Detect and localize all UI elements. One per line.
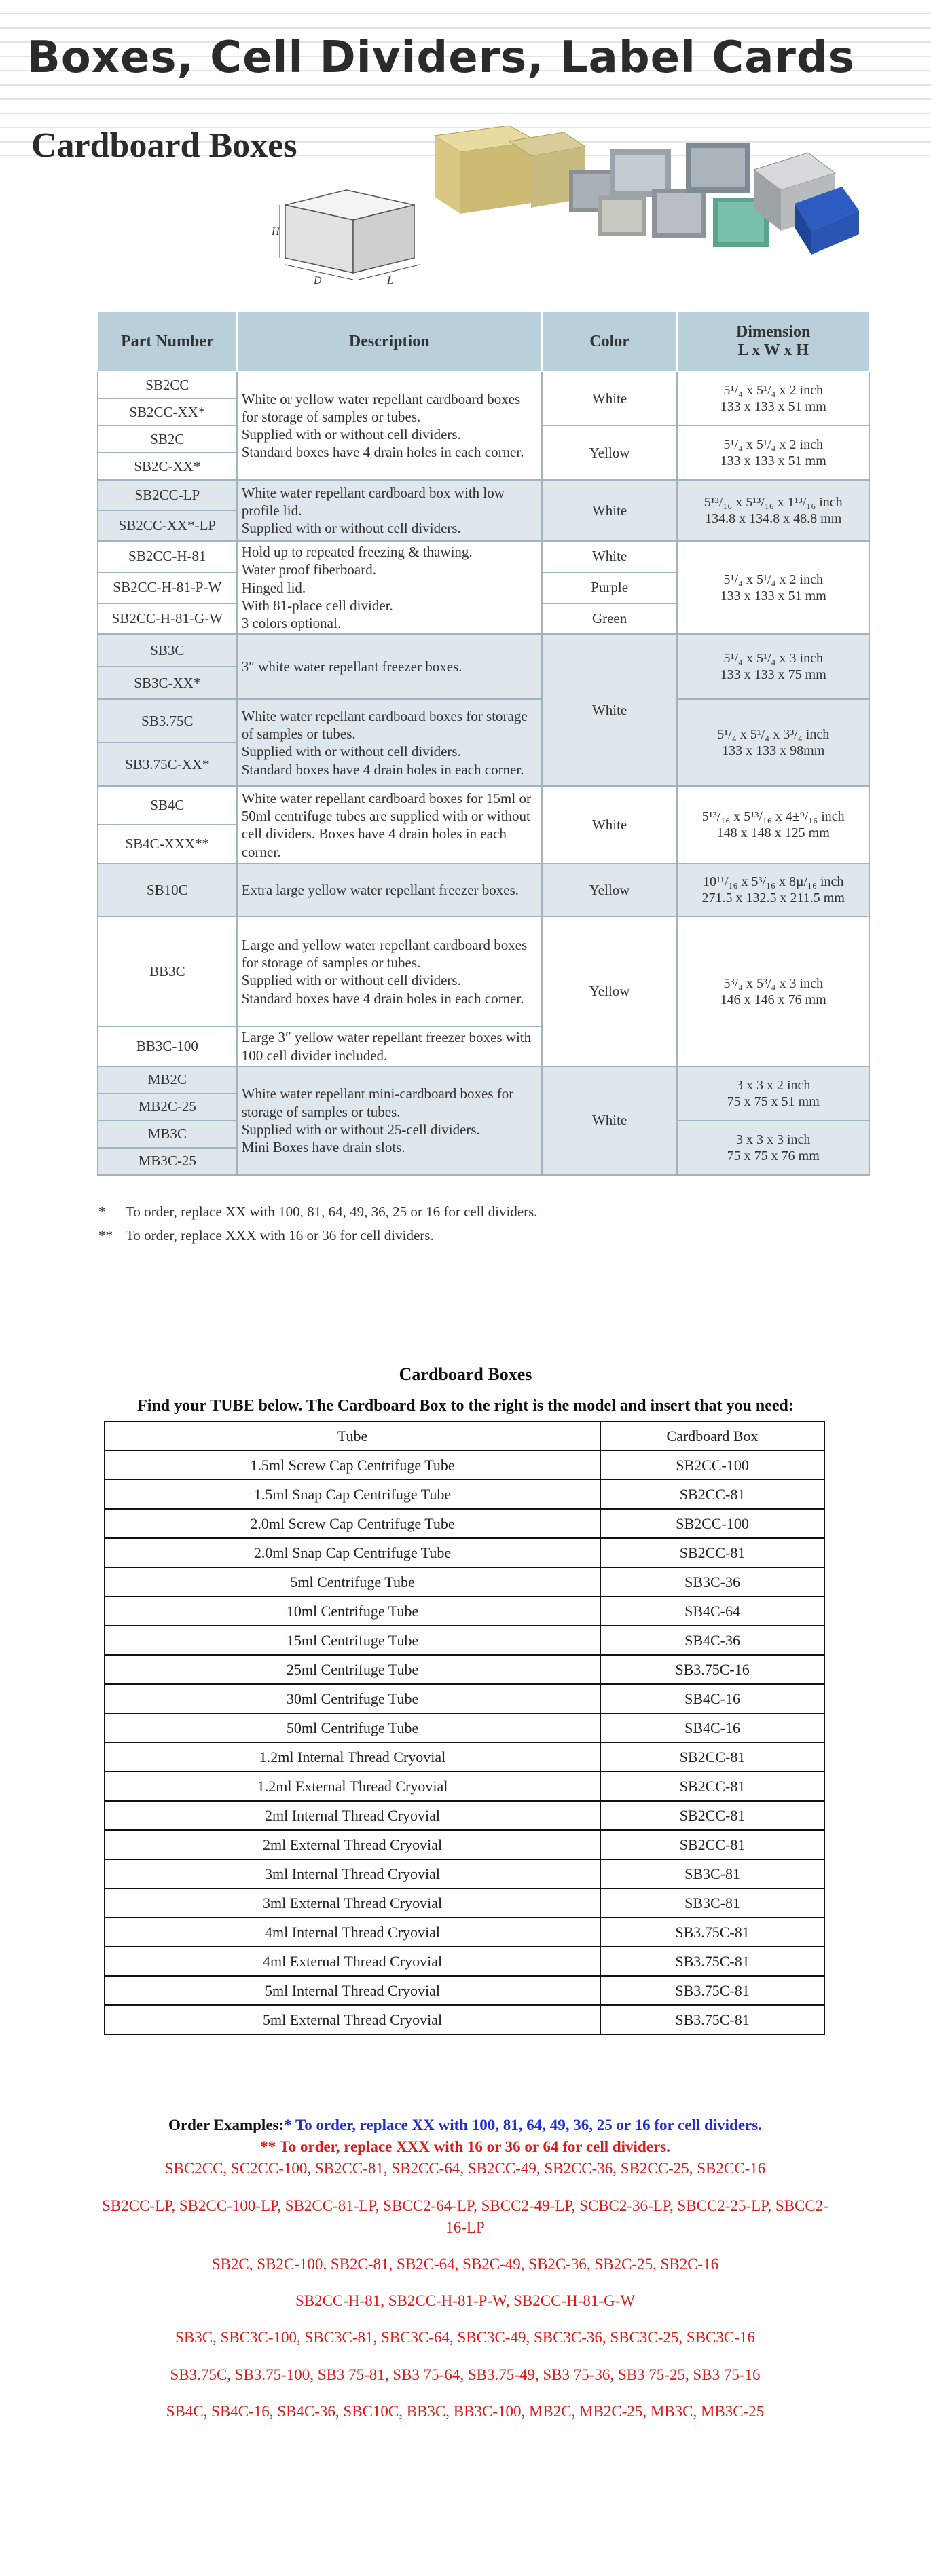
- guide-row: [105, 1626, 824, 1655]
- spec-row: [98, 916, 869, 1026]
- tube-guide-table: [104, 1421, 825, 2035]
- description: [237, 541, 542, 634]
- spec-table-container: [97, 311, 870, 1176]
- dimension: [677, 541, 869, 634]
- description-line: White or yellow water repellant cardboard boxes for storage of samples or tubes.: [241, 390, 521, 425]
- header-dimension-units: L x W x H: [737, 341, 809, 359]
- part-number: SB2CC-H-81-P-W: [98, 572, 237, 603]
- guide-row: [105, 1538, 824, 1567]
- guide-row: [105, 1888, 824, 1918]
- spec-header-row: [98, 312, 869, 371]
- guide-cell-tube: 25ml Centrifuge Tube: [105, 1655, 600, 1684]
- guide-row: [105, 1684, 824, 1713]
- dimension-mm: 148 x 148 x 125 mm: [716, 825, 830, 841]
- description: [237, 480, 542, 541]
- part-number: SB4C: [98, 786, 237, 825]
- dimension-inch: 5¹/₄ x 5¹/₄ x 2 inch: [723, 572, 823, 587]
- part-number: SB2CC-H-81-G-W: [98, 603, 237, 635]
- guide-row: [105, 2005, 824, 2034]
- spec-row: [98, 1066, 869, 1094]
- part-number: BB3C: [98, 916, 237, 1026]
- guide-cell-tube: 1.5ml Snap Cap Centrifuge Tube: [105, 1480, 600, 1509]
- header-description: Description: [237, 312, 542, 371]
- page-title: Boxes, Cell Dividers, Label Cards: [27, 33, 855, 83]
- guide-cell-tube: 1.2ml External Thread Cryovial: [105, 1772, 600, 1801]
- part-number: SB2CC-LP: [98, 480, 237, 510]
- footnote-text: To order, replace XXX with 16 or 36 for cell dividers.: [126, 1227, 434, 1244]
- part-number: MB3C-25: [98, 1148, 237, 1175]
- dimension-mm: 133 x 133 x 75 mm: [720, 667, 826, 683]
- description-line: Supplied with or without cell dividers.: [241, 426, 461, 443]
- guide-cell-tube: 10ml Centrifuge Tube: [105, 1597, 600, 1626]
- description-line: White water repellant mini-cardboard boxes for storage of samples or tubes.: [241, 1085, 514, 1120]
- description-line: Standard boxes have 4 drain holes in each corner.: [241, 990, 524, 1007]
- description: 3″ white water repellant freezer boxes.: [237, 634, 542, 699]
- header-color: Color: [542, 312, 678, 371]
- description: Large 3″ yellow water repellant freezer boxes with 100 cell divider included.: [237, 1026, 542, 1066]
- guide-cell-box: SB2CC-81: [600, 1538, 824, 1567]
- dimension: [677, 699, 869, 786]
- guide-cell-box: SB4C-16: [600, 1684, 824, 1713]
- color-cell: White: [542, 480, 678, 541]
- part-number: MB3C: [98, 1121, 237, 1148]
- description-line: 3 colors optional.: [241, 615, 342, 631]
- spec-row: [98, 699, 869, 743]
- order-examples-label: Order Examples:: [168, 2116, 285, 2133]
- dimension-mm: 133 x 133 x 51 mm: [720, 399, 826, 414]
- description-line: Water proof fiberboard.: [241, 561, 376, 578]
- order-examples-header: [102, 2114, 828, 2136]
- footnote-mark: *: [98, 1203, 106, 1220]
- guide-cell-box: SB4C-64: [600, 1597, 824, 1626]
- part-number: SB2CC: [98, 371, 237, 398]
- guide-cell-tube: 2.0ml Screw Cap Centrifuge Tube: [105, 1509, 600, 1538]
- color-cell: Yellow: [542, 916, 678, 1066]
- color-cell: Purple: [542, 572, 678, 603]
- guide-cell-box: SB3.75C-81: [600, 1947, 824, 1976]
- guide-cell-tube: 5ml Centrifuge Tube: [105, 1567, 600, 1597]
- dimension-mm: 146 x 146 x 76 mm: [720, 992, 826, 1007]
- color-cell: Yellow: [542, 426, 678, 480]
- spec-row: [98, 480, 869, 510]
- guide-title: Cardboard Boxes: [399, 1364, 532, 1384]
- dimension-inch: 3 x 3 x 2 inch: [735, 1077, 811, 1093]
- guide-cell-box: SB3C-36: [600, 1567, 824, 1597]
- guide-row: [105, 1597, 824, 1626]
- guide-cell-tube: 3ml External Thread Cryovial: [105, 1888, 600, 1918]
- example-group: SB4C, SB4C-16, SB4C-36, SBC10C, BB3C, BB3C-100, MB2C, MB2C-25, MB3C, MB3C-25: [166, 2402, 765, 2420]
- guide-cell-box: SB2CC-100: [600, 1509, 824, 1538]
- diagram-label-d: D: [314, 275, 322, 286]
- description-line: Mini Boxes have drain slots.: [241, 1139, 405, 1155]
- dimension-mm: 75 x 75 x 76 mm: [727, 1148, 820, 1163]
- guide-cell-box: SB2CC-81: [600, 1480, 824, 1509]
- footnote-mark: **: [98, 1227, 113, 1244]
- guide-cell-tube: 3ml Internal Thread Cryovial: [105, 1859, 600, 1888]
- guide-row: [105, 1655, 824, 1684]
- guide-header-box: Cardboard Box: [600, 1421, 824, 1451]
- guide-cell-box: SB2CC-81: [600, 1801, 824, 1830]
- example-group: SBC2CC, SC2CC-100, SB2CC-81, SB2CC-64, SB2CC-49, SB2CC-36, SB2CC-25, SB2CC-16: [164, 2160, 766, 2178]
- spec-row: [98, 863, 869, 916]
- dimension: [677, 916, 869, 1066]
- dimension-inch: 10¹¹/₁₆ x 5³/₁₆ x 8µ/₁₆ inch: [702, 874, 844, 890]
- guide-row: [105, 1830, 824, 1859]
- guide-cell-tube: 15ml Centrifuge Tube: [105, 1626, 600, 1655]
- description-line: Hinged lid.: [241, 579, 306, 596]
- guide-row: [105, 1509, 824, 1538]
- description-line: Supplied with or without cell dividers.: [241, 972, 461, 989]
- color-cell: White: [542, 634, 678, 786]
- dimension-inch: 5³/₄ x 5³/₄ x 3 inch: [723, 975, 823, 991]
- header-dimension: [677, 312, 869, 371]
- guide-cell-tube: 5ml External Thread Cryovial: [105, 2005, 600, 2034]
- spec-table: [97, 311, 870, 1176]
- spec-row: [98, 634, 869, 667]
- guide-row: [105, 1480, 824, 1509]
- guide-cell-tube: 2ml External Thread Cryovial: [105, 1830, 600, 1859]
- dimension-mm: 133 x 133 x 51 mm: [720, 588, 826, 603]
- dimension: [677, 786, 869, 863]
- example-group: SB3C, SBC3C-100, SBC3C-81, SBC3C-64, SBC3C-49, SBC3C-36, SBC3C-25, SBC3C-16: [175, 2329, 755, 2347]
- guide-row: [105, 1801, 824, 1830]
- description-line: Standard boxes have 4 drain holes in each corner.: [241, 761, 524, 778]
- guide-body: [105, 1451, 824, 2034]
- guide-cell-tube: 2.0ml Snap Cap Centrifuge Tube: [105, 1538, 600, 1567]
- description-line: Large and yellow water repellant cardboard boxes for storage of samples or tubes.: [241, 936, 528, 971]
- dimension-inch: 5¹³/₁₆ x 5¹³/₁₆ x 4±⁹/₁₆ inch: [701, 809, 845, 825]
- guide-cell-tube: 2ml Internal Thread Cryovial: [105, 1801, 600, 1830]
- guide-cell-box: SB4C-16: [600, 1713, 824, 1742]
- dimension-inch: 5¹/₄ x 5¹/₄ x 2 inch: [723, 437, 823, 452]
- description-line: White water repellant cardboard box with low profile lid.: [241, 484, 505, 519]
- description-line: With 81-place cell divider.: [241, 597, 393, 614]
- guide-row: [105, 1713, 824, 1742]
- section-title: Cardboard Boxes: [31, 126, 297, 165]
- box-dimension-diagram: [272, 178, 428, 286]
- example-group: SB2CC-LP, SB2CC-100-LP, SB2CC-81-LP, SBCC2-64-LP, SBCC2-49-LP, SCBC2-36-LP, SBCC2-25-LP, SBCC2-16-LP: [102, 2197, 828, 2236]
- guide-header-tube: Tube: [105, 1421, 600, 1451]
- part-number: SB3C: [98, 634, 237, 667]
- guide-subtitle: Find your TUBE below. The Cardboard Box to the right is the model and insert that you need:: [137, 1397, 794, 1415]
- footnote-text: To order, replace XX with 100, 81, 64, 49, 36, 25 or 16 for cell dividers.: [126, 1203, 538, 1220]
- part-number: BB3C-100: [98, 1026, 237, 1066]
- guide-row: [105, 1918, 824, 1947]
- part-number: SB2CC-H-81: [98, 541, 237, 572]
- part-number: SB3C-XX*: [98, 667, 237, 699]
- header-dimension-label: Dimension: [736, 323, 811, 341]
- guide-cell-tube: 1.5ml Screw Cap Centrifuge Tube: [105, 1451, 600, 1480]
- dimension-inch: 5¹/₄ x 5¹/₄ x 3³/₄ inch: [717, 727, 830, 743]
- dimension-mm: 75 x 75 x 51 mm: [727, 1094, 820, 1109]
- footnote: [98, 1224, 538, 1248]
- spec-row: [98, 371, 869, 398]
- color-cell: White: [542, 1066, 678, 1175]
- cardboard-boxes-photo: [428, 122, 862, 268]
- color-cell: White: [542, 786, 678, 863]
- guide-cell-box: SB2CC-81: [600, 1830, 824, 1859]
- footnotes: [98, 1200, 538, 1247]
- description-line: Supplied with or without cell dividers.: [241, 743, 461, 760]
- color-cell: Yellow: [542, 863, 678, 916]
- order-note-red: ** To order, replace XXX with 16 or 36 or 64 for cell dividers.: [260, 2138, 670, 2156]
- guide-row: [105, 1976, 824, 2005]
- description: White water repellant cardboard boxes for 15ml or 50ml centrifuge tubes are supplied with or without cell dividers. Boxes have 4 drain holes in each corner.: [237, 786, 542, 863]
- dimension: [677, 1066, 869, 1121]
- dimension: [677, 863, 869, 916]
- example-group: SB3.75C, SB3.75-100, SB3 75-81, SB3 75-64, SB3.75-49, SB3 75-36, SB3 75-25, SB3 75-16: [170, 2366, 761, 2383]
- guide-cell-box: SB2CC-100: [600, 1451, 824, 1480]
- description-line: Hold up to repeated freezing & thawing.: [241, 544, 473, 560]
- guide-row: [105, 1451, 824, 1480]
- part-number: SB3.75C: [98, 699, 237, 743]
- guide-cell-tube: 30ml Centrifuge Tube: [105, 1684, 600, 1713]
- example-group: SB2CC-H-81, SB2CC-H-81-P-W, SB2CC-H-81-G-W: [295, 2292, 636, 2310]
- dimension-mm: 133 x 133 x 51 mm: [720, 453, 826, 468]
- dimension: [677, 1121, 869, 1175]
- order-examples: [102, 2114, 828, 2423]
- part-number: SB2C: [98, 426, 237, 453]
- part-number: MB2C: [98, 1066, 237, 1094]
- part-number: SB10C: [98, 863, 237, 916]
- description: [237, 1066, 542, 1175]
- guide-cell-tube: 5ml Internal Thread Cryovial: [105, 1976, 600, 2005]
- dimension-mm: 271.5 x 132.5 x 211.5 mm: [701, 891, 845, 906]
- dimension-inch: 3 x 3 x 3 inch: [735, 1132, 811, 1147]
- guide-row: [105, 1859, 824, 1888]
- guide-cell-box: SB3C-81: [600, 1888, 824, 1918]
- guide-cell-tube: 4ml Internal Thread Cryovial: [105, 1918, 600, 1947]
- part-number: SB4C-XXX**: [98, 825, 237, 863]
- guide-cell-box: SB3.75C-16: [600, 1655, 824, 1684]
- guide-row: [105, 1742, 824, 1772]
- diagram-label-l: L: [387, 275, 393, 286]
- description: [237, 699, 542, 786]
- dimension-inch: 5¹³/₁₆ x 5¹³/₁₆ x 1¹³/₁₆ inch: [704, 495, 843, 510]
- guide-cell-tube: 4ml External Thread Cryovial: [105, 1947, 600, 1976]
- description: [237, 916, 542, 1026]
- description: [237, 371, 542, 480]
- dimension: [677, 371, 869, 426]
- description: Extra large yellow water repellant freezer boxes.: [237, 863, 542, 916]
- guide-cell-box: SB3C-81: [600, 1859, 824, 1888]
- spec-row: [98, 786, 869, 825]
- color-cell: Green: [542, 603, 678, 635]
- dimension-inch: 5¹/₄ x 5¹/₄ x 3 inch: [723, 651, 823, 667]
- header-part-number: Part Number: [98, 312, 237, 371]
- guide-cell-box: SB3.75C-81: [600, 1918, 824, 1947]
- guide-cell-box: SB3.75C-81: [600, 1976, 824, 2005]
- guide-cell-tube: 50ml Centrifuge Tube: [105, 1713, 600, 1742]
- description-line: Supplied with or without cell dividers.: [241, 520, 461, 537]
- description-line: Standard boxes have 4 drain holes in each corner.: [241, 444, 524, 461]
- guide-header-row: [105, 1421, 824, 1451]
- order-note-blue: * To order, replace XX with 100, 81, 64, 49, 36, 25 or 16 for cell dividers.: [284, 2116, 762, 2133]
- part-number: SB3.75C-XX*: [98, 743, 237, 786]
- guide-row: [105, 1947, 824, 1976]
- guide-cell-box: SB3.75C-81: [600, 2005, 824, 2034]
- dimension-mm: 133 x 133 x 98mm: [722, 743, 825, 759]
- guide-row: [105, 1772, 824, 1801]
- description-line: Supplied with or without 25-cell dividers.: [241, 1121, 480, 1138]
- description-line: White water repellant cardboard boxes for storage of samples or tubes.: [241, 707, 528, 742]
- dimension-mm: 134.8 x 134.8 x 48.8 mm: [705, 511, 842, 526]
- dimension: [677, 634, 869, 699]
- guide-cell-box: SB4C-36: [600, 1626, 824, 1655]
- example-group: SB2C, SB2C-100, SB2C-81, SB2C-64, SB2C-49, SB2C-36, SB2C-25, SB2C-16: [211, 2255, 719, 2273]
- dimension: [677, 480, 869, 541]
- color-cell: White: [542, 541, 678, 572]
- dimension: [677, 426, 869, 480]
- part-number: SB2CC-XX*: [98, 398, 237, 426]
- part-number: MB2C-25: [98, 1094, 237, 1121]
- spec-row: [98, 541, 869, 572]
- part-number: SB2CC-XX*-LP: [98, 510, 237, 541]
- guide-cell-tube: 1.2ml Internal Thread Cryovial: [105, 1742, 600, 1772]
- footnote: [98, 1200, 538, 1224]
- guide-cell-box: SB2CC-81: [600, 1772, 824, 1801]
- guide-cell-box: SB2CC-81: [600, 1742, 824, 1772]
- diagram-label-h: H: [272, 226, 280, 238]
- part-number: SB2C-XX*: [98, 453, 237, 480]
- dimension-inch: 5¹/₄ x 5¹/₄ x 2 inch: [723, 383, 823, 398]
- guide-row: [105, 1567, 824, 1597]
- color-cell: White: [542, 371, 678, 426]
